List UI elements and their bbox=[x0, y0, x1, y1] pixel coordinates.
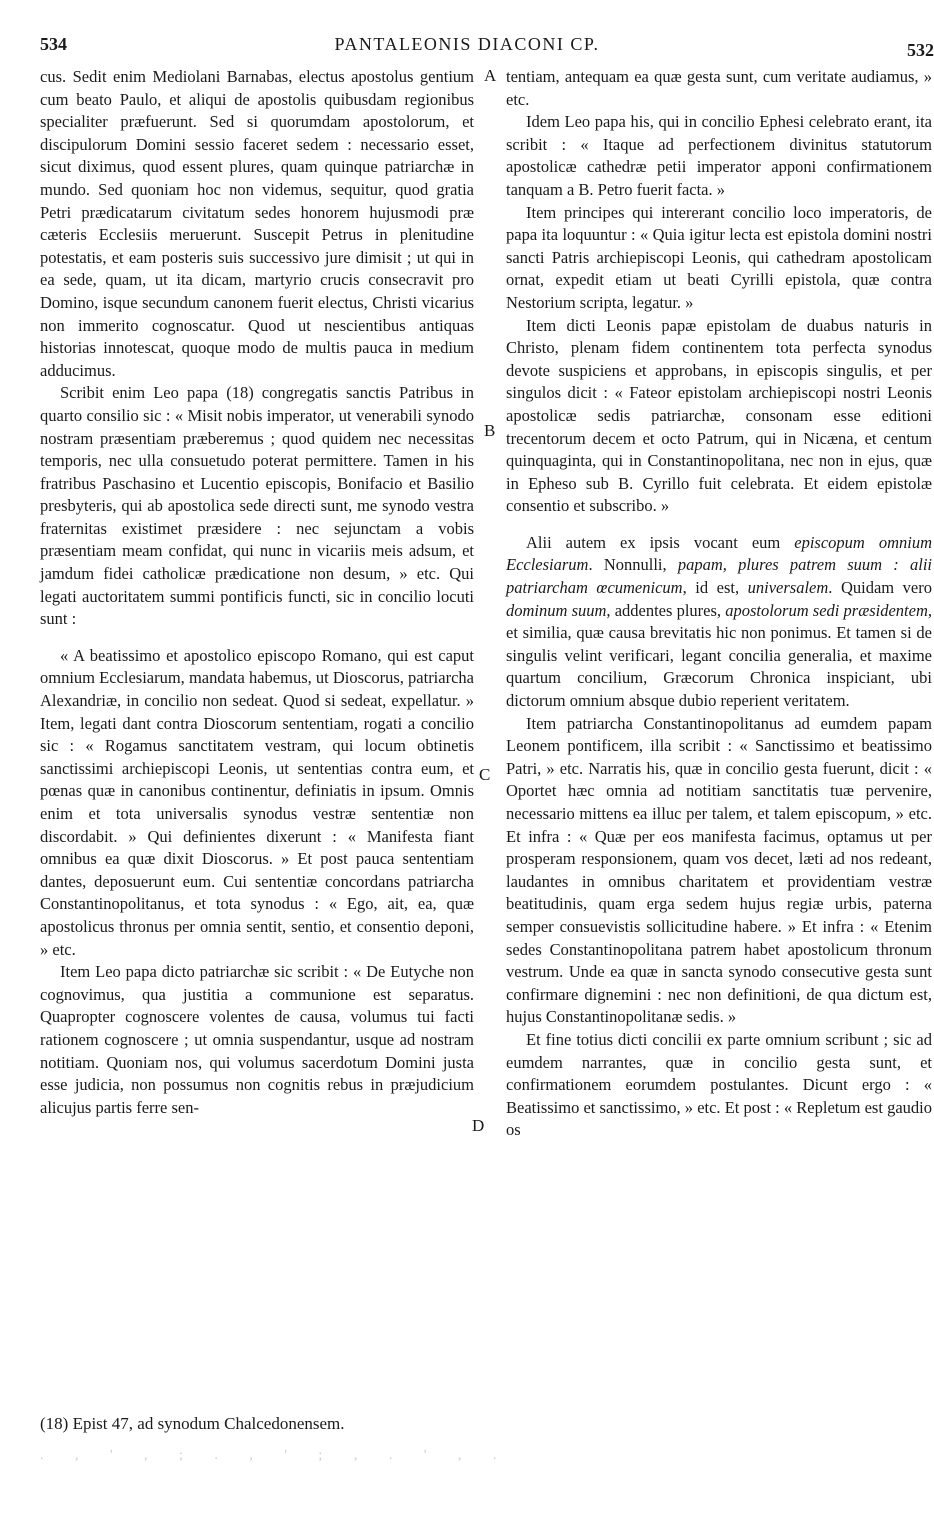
margin-mark-d: D bbox=[472, 1116, 485, 1135]
italic-phrase: dominum suum bbox=[506, 600, 607, 620]
faint-bleed-through-marks: . , ' , ; . , ' ; , . ' , . bbox=[40, 1448, 511, 1463]
left-paragraph-2: Scribit enim Leo papa (18) congregatis sanctis Patribus in quarto consilio sic : « Misit nobis imperator, ut venerabili synodo nostram præsentiam præberemus ; quod quidem nec necessitas temporis, nec ulla consuetudo poterat permittere. Tamen in his fratribus Paschasino et Lucentio episcopis, Bonifacio et Basilio presbyteris, qui ab apostolica sede directi sunt, me synodo vestra fraternitas existimet præsidere : nec sejunctam a vobis præsentiam meam confidat, qui nunc in vicariis meis adsum, et jamdum fidei catholicæ prædicatione non desum, » etc. Qui legati auctoritatem summi pontificis functi, sic in concilio locuti sunt : bbox=[40, 383, 474, 629]
left-paragraph-3: « A beatissimo et apostolico episcopo Romano, qui est caput omnium Ecclesiarum, mandata habemus, ut Dioscorus, patriarcha Alexandriæ, in concilio non sedeat. Quod si sedeat, expellatur. » Item, legati dant contra Dioscorum sententiam, rogati a concilio sic : « Rogamus sanctitatem vestram, qui locum obtinetis sanctissimi archiepiscopi Leonis, ut sententias contra eum, et pœnas quæ in canonibus continentur, definiatis in ipsum. Omnis enim et tota universalis synodus vestræ sententiæ non discordabit. » Qui definientes dixerunt : « Manifesta fiant omnibus ea quæ dixit Dioscorus. » Et post pauca sententiam dantes, deposuerunt eum. Cui sententiæ concordans patriarcha Constantinopolitanus, et tota synodus : « Ego, ait, ea, quæ apostolicus thronus per omnia sentit, sentio, et consentio deponi, » etc. bbox=[40, 645, 474, 959]
text-run: . Nonnulli, bbox=[588, 555, 678, 575]
text-run: , addentes plures, bbox=[606, 600, 726, 620]
left-page-number: 534 bbox=[40, 34, 67, 54]
text-run: , id est, bbox=[682, 578, 748, 598]
italic-phrase: papam, plures patrem suum : alii patriarcham œcumenicum bbox=[506, 555, 932, 598]
margin-mark-c: C bbox=[479, 765, 491, 784]
running-title: PANTALEONIS DIACONI CP. bbox=[334, 34, 600, 54]
margin-mark-a: A bbox=[484, 66, 497, 85]
right-page-number: 532 bbox=[907, 40, 934, 60]
right-paragraph-6: Item patriarcha Constantinopolitanus ad eumdem papam Leonem pontificem, illa scribit : « Sanctissimo et beatissimo Patri, » etc. Narratis his, quæ in concilio gesta fuerunt, dicit : « Oportet hæc omnia ad notitiam sanctitatis tuæ pervenire, necessario mittens ea illuc per talem, et talem episcopum, » etc. Et infra : « Quæ per eos manifesta facimus, optamus ut per prosperam responsionem, quam vos decet, læti ad nos redeant, laudantes in omnibus charitatem et providentiam vestræ beatitudinis, quam erga sedem hujus regiæ urbis, paterna semper consuevistis sollicitudine habere. » Et infra : « Etenim sedes Constantinopolitana patrem habet apostolicum thronum vestrum. Unde ea quæ in sancta synodo consecutive gesta sunt confirmare dignemini : nec non definitioni, de qua dictum est, hujus Constantinopolitanæ sedis. » bbox=[506, 713, 932, 1027]
footnote: (18) Epist 47, ad synodum Chalcedonensem. bbox=[40, 1414, 345, 1433]
left-paragraph-1: cus. Sedit enim Mediolani Barnabas, electus apostolus gentium cum beato Paulo, et aliqui de apostolis quibusdam regionibus specialiter præfuerunt. Sed si quorumdam apostolorum, et discipulorum Domini sessio faceret sedem : necessario esset, sicut diximus, quod essent plures, quam quinque patriarchæ in mundo. Sed quoniam hoc non videmus, sequitur, quod gratia Petri prædicatarum civitatum sedes honorem hujusmodi præ cæteris Ecclesiis meruerunt. Suscepit Petrus in plenitudine potestatis, et eam posteris suis successivo jure dimisit ; ut qui in ea sede, quam, ut ita dicam, martyrio crucis consecravit pro Domino, isque secundum canonem fuerit electus, Christi vicarius non immerito cognoscatur. Quod ut nescientibus antiquas historias innotescat, quoque modo de multis pauca in medium adducimus. bbox=[40, 67, 474, 380]
margin-mark-b: B bbox=[484, 421, 496, 440]
right-paragraph-1: tentiam, antequam ea quæ gesta sunt, cum veritate audiamus, » etc. bbox=[506, 67, 932, 109]
text-run: , et similia, quæ causa brevitatis hic non ponimus. Et tamen si de singulis velint verificari, legant concilia generalia, et maxime quartum concilium, Græcorum Chronica inspiciant, ubi dictorum omnium absque dubio reperient veritatem. bbox=[506, 600, 932, 711]
right-paragraph-7: Et fine totius dicti concilii ex parte omnium scribunt ; sic ad eumdem narrantes, quæ in concilio gesta sunt, et confirmationem eorumdem postulantes. Dicunt ergo : « Beatissimo et sanctissimo, » etc. Et post : « Repletum est gaudio os bbox=[506, 1029, 932, 1140]
italic-phrase: apostolorum sedi præsidentem bbox=[725, 600, 928, 620]
right-paragraph-2: Idem Leo papa his, qui in concilio Ephesi celebrato erant, ita scribit : « Itaque ad perfectionem divinitus statutorum apostolicæ cathedræ petii imperator apponi confirmationem tanquam a B. Petro fuerit facta. » bbox=[506, 112, 932, 199]
italic-phrase: episcopum omnium Ecclesiarum bbox=[506, 532, 932, 575]
right-paragraph-3: Item principes qui intererant concilio loco imperatoris, de papa ita loquuntur : « Quia igitur lecta est epistola domini nostri sancti Patris archiepiscopi Leonis, qui cathedram apostolicam ornat, expedit etiam ut beati Cyrilli epistola, quæ contra Nestorium scripta, legatur. » bbox=[506, 202, 932, 312]
left-column bbox=[40, 66, 474, 1119]
right-paragraph-5 bbox=[506, 532, 932, 713]
italic-phrase: universalem bbox=[747, 578, 829, 598]
left-paragraph-4: Item Leo papa dicto patriarchæ sic scribit : « De Eutyche non cognovimus, qua justitia a communione est separatus. Quapropter cognoscere volentes de causa, volumus tui facti rationem cognoscere ; ut omnia suspendantur, usque ad nostram notitiam. Quoniam nos, qui volumus sacerdotum Domini justa esse judicia, non possumus non cognitis rebus in præjudicium alicujus partis ferre sen- bbox=[40, 962, 474, 1117]
right-paragraph-4: Item dicti Leonis papæ epistolam de duabus naturis in Christo, plenam fidem continentem tota perfecta synodus devote suspiciens et approbans, in episcopis singulis, et per singulos dicit : « Fateor epistolam archiepiscopi nostri Leonis apostolicæ sedis patriarchæ, consonam esse editioni trecentorum decem et octo Patrum, qui in Nicæna, et centum quinquaginta, qui in Constantinopolitana, nec non in ejus, quæ in Epheso sub B. Cyrillo fuit celebrata. Et eidem epistolæ consentio et subscribo. » bbox=[506, 315, 932, 516]
right-column bbox=[506, 66, 932, 1142]
text-run: . Quidam vero bbox=[828, 578, 932, 598]
text-run: Alii autem ex ipsis vocant eum bbox=[526, 532, 795, 552]
